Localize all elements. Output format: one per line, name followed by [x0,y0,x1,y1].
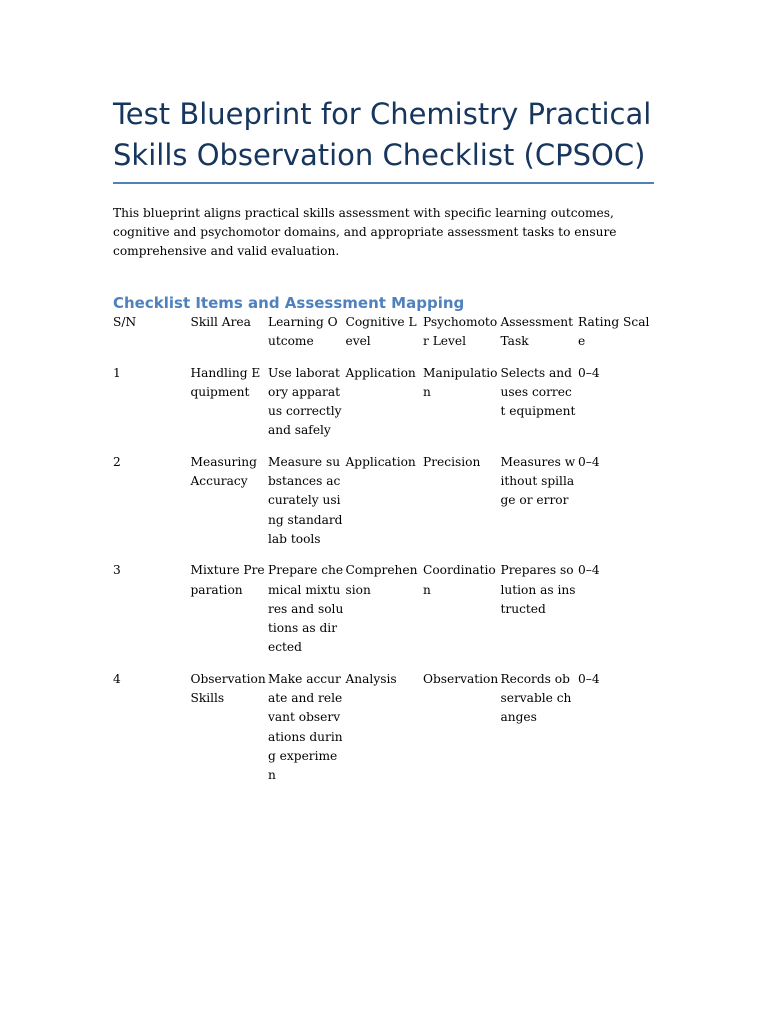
cell-psychomotor-level: Coordination [423,563,496,597]
cell-sn: 3 [113,563,121,578]
table-row [113,453,655,561]
cell-skill-area: Handling Equipment [190,365,261,399]
cell-rating-scale: 0–4 [578,454,600,469]
table-row [113,364,655,453]
table-header-row [113,313,655,364]
header-psychomotor-level: Psychomotor Level [423,315,498,349]
cell-learning-outcome: Prepare chemical mixtures and solutions as directed [268,563,344,655]
cell-cognitive-level: Comprehension [345,563,418,597]
cell-psychomotor-level: Precision [423,454,481,469]
cell-rating-scale: 0–4 [578,671,600,686]
cell-cognitive-level: Application [345,365,416,380]
header-cognitive-level: Cognitive Level [345,315,417,349]
cell-cognitive-level: Application [345,454,416,469]
cell-learning-outcome: Measure substances accurately using standard lab tools [268,454,343,546]
cell-assessment-task: Measures without spillage or error [500,454,576,508]
table-row [113,670,655,798]
cell-assessment-task: Records observable changes [500,671,572,725]
cell-sn: 1 [113,365,121,380]
table-row [113,561,655,669]
header-skill-area: Skill Area [190,315,251,329]
cell-psychomotor-level: Manipulation [423,365,498,399]
document-page [113,94,654,798]
header-learning-outcome: Learning Outcome [268,315,338,349]
cell-skill-area: Observation Skills [190,671,266,706]
cell-skill-area: Measuring Accuracy [190,454,257,489]
intro-paragraph: This blueprint aligns practical skills assessment with specific learning outcomes, cognitive and psychomotor domains, and appropriate assessment tasks to ensure comprehensive and valid evaluation. [113,206,617,258]
cell-cognitive-level: Analysis [345,671,397,686]
cell-rating-scale: 0–4 [578,365,600,380]
header-assessment-task: Assessment Task [500,315,574,349]
checklist-table [113,313,655,798]
document-title: Test Blueprint for Chemistry Practical Skills Observation Checklist (CPSOC) [113,94,654,184]
cell-skill-area: Mixture Preparation [190,563,265,597]
cell-sn: 4 [113,671,121,686]
section-heading: Checklist Items and Assessment Mapping [113,294,465,312]
cell-assessment-task: Prepares solution as instructed [500,563,576,616]
header-sn: S/N [113,315,137,329]
header-rating-scale: Rating Scale [578,315,650,349]
cell-rating-scale: 0–4 [578,563,600,578]
cell-learning-outcome: Use laboratory apparatus correctly and safely [268,365,342,438]
cell-assessment-task: Selects and uses correct equipment [500,365,576,419]
cell-learning-outcome: Make accurate and relevant observations during experimen [268,671,343,783]
cell-psychomotor-level: Observation [423,671,499,686]
cell-sn: 2 [113,454,121,469]
